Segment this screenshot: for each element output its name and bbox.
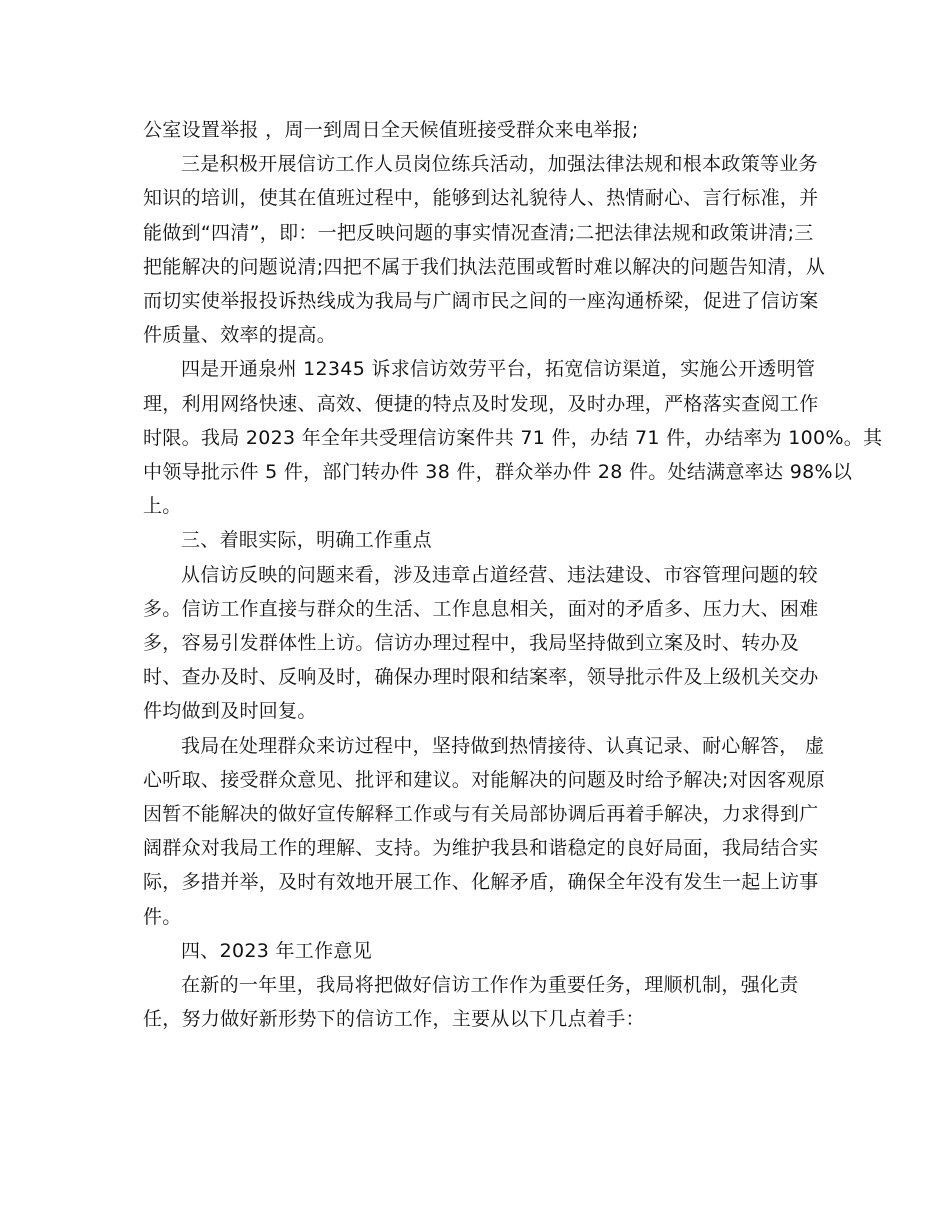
text-line: 知识的培训，使其在值班过程中，能够到达礼貌待人、热情耐心、言行标准，并: [143, 187, 819, 210]
text-line: 三、着眼实际，明确工作重点: [181, 529, 432, 552]
text-line: 能做到“四清”，即：一把反映问题的事实情况查清;二把法律法规和政策讲清;三: [143, 221, 814, 244]
text-line: 而切实使举报投诉热线成为我局与广阔市民之间的一座沟通桥梁，促进了信访案: [143, 290, 819, 313]
text-line: 任，努力做好新形势下的信访工作，主要从以下几点着手：: [143, 1008, 645, 1031]
text-line: 三是积极开展信访工作人员岗位练兵活动，加强法律法规和根本政策等业务: [181, 153, 818, 176]
document-body: [143, 113, 883, 1036]
text-line: 四是开通泉州 12345 诉求信访效劳平台，拓宽信访渠道，实施公开透明管: [181, 358, 816, 381]
text-line: 上。: [143, 495, 182, 518]
text-line: 件。: [143, 905, 182, 928]
text-line: 阔群众对我局工作的理解、支持。为维护我县和谐稳定的良好局面，我局结合实: [143, 837, 819, 860]
text-line: 际，多措并举，及时有效地开展工作、化解矛盾，确保全年没有发生一起上访事: [143, 871, 819, 894]
text-line: 时、查办及时、反响及时，确保办理时限和结案率，领导批示件及上级机关交办: [143, 666, 819, 689]
text-line: 多，容易引发群体性上访。信访办理过程中，我局坚持做到立案及时、转办及: [143, 632, 800, 655]
text-line: 我局在处理群众来访过程中，坚持做到热情接待、认真记录、耐心解答， 虚: [181, 734, 825, 757]
text-line: 时限。我局 2023 年全年共受理信访案件共 71 件，办结 71 件，办结率为 100%。其: [143, 426, 883, 449]
text-line: 心听取、接受群众意见、批评和建议。对能解决的问题及时给予解决;对因客观原: [143, 768, 826, 791]
text-line: 多。信访工作直接与群众的生活、工作息息相关，面对的矛盾多、压力大、困难: [143, 597, 819, 620]
text-line: 件质量、效率的提高。: [143, 324, 337, 347]
text-line: 在新的一年里，我局将把做好信访工作作为重要任务，理顺机制，强化责: [181, 974, 799, 997]
text-line: 从信访反映的问题来看，涉及违章占道经营、违法建设、市容管理问题的较: [181, 563, 818, 586]
text-line: 中领导批示件 5 件，部门转办件 38 件，群众举办件 28 件。处结满意率达 98%以: [143, 461, 853, 484]
text-line: 件均做到及时回复。: [143, 700, 317, 723]
text-line: 因暂不能解决的做好宣传解释工作或与有关局部协调后再着手解决，力求得到广: [143, 803, 819, 826]
text-line: 公室设置举报 ，周一到周日全天候值班接受群众来电举报;: [143, 119, 639, 141]
text-line: 理，利用网络快速、高效、便捷的特点及时发现，及时办理，严格落实查阅工作: [143, 392, 819, 415]
text-line: 把能解决的问题说清;四把不属于我们执法范围或暂时难以解决的问题告知清，从: [143, 255, 826, 278]
text-line: 四、2023 年工作意见: [181, 939, 372, 962]
